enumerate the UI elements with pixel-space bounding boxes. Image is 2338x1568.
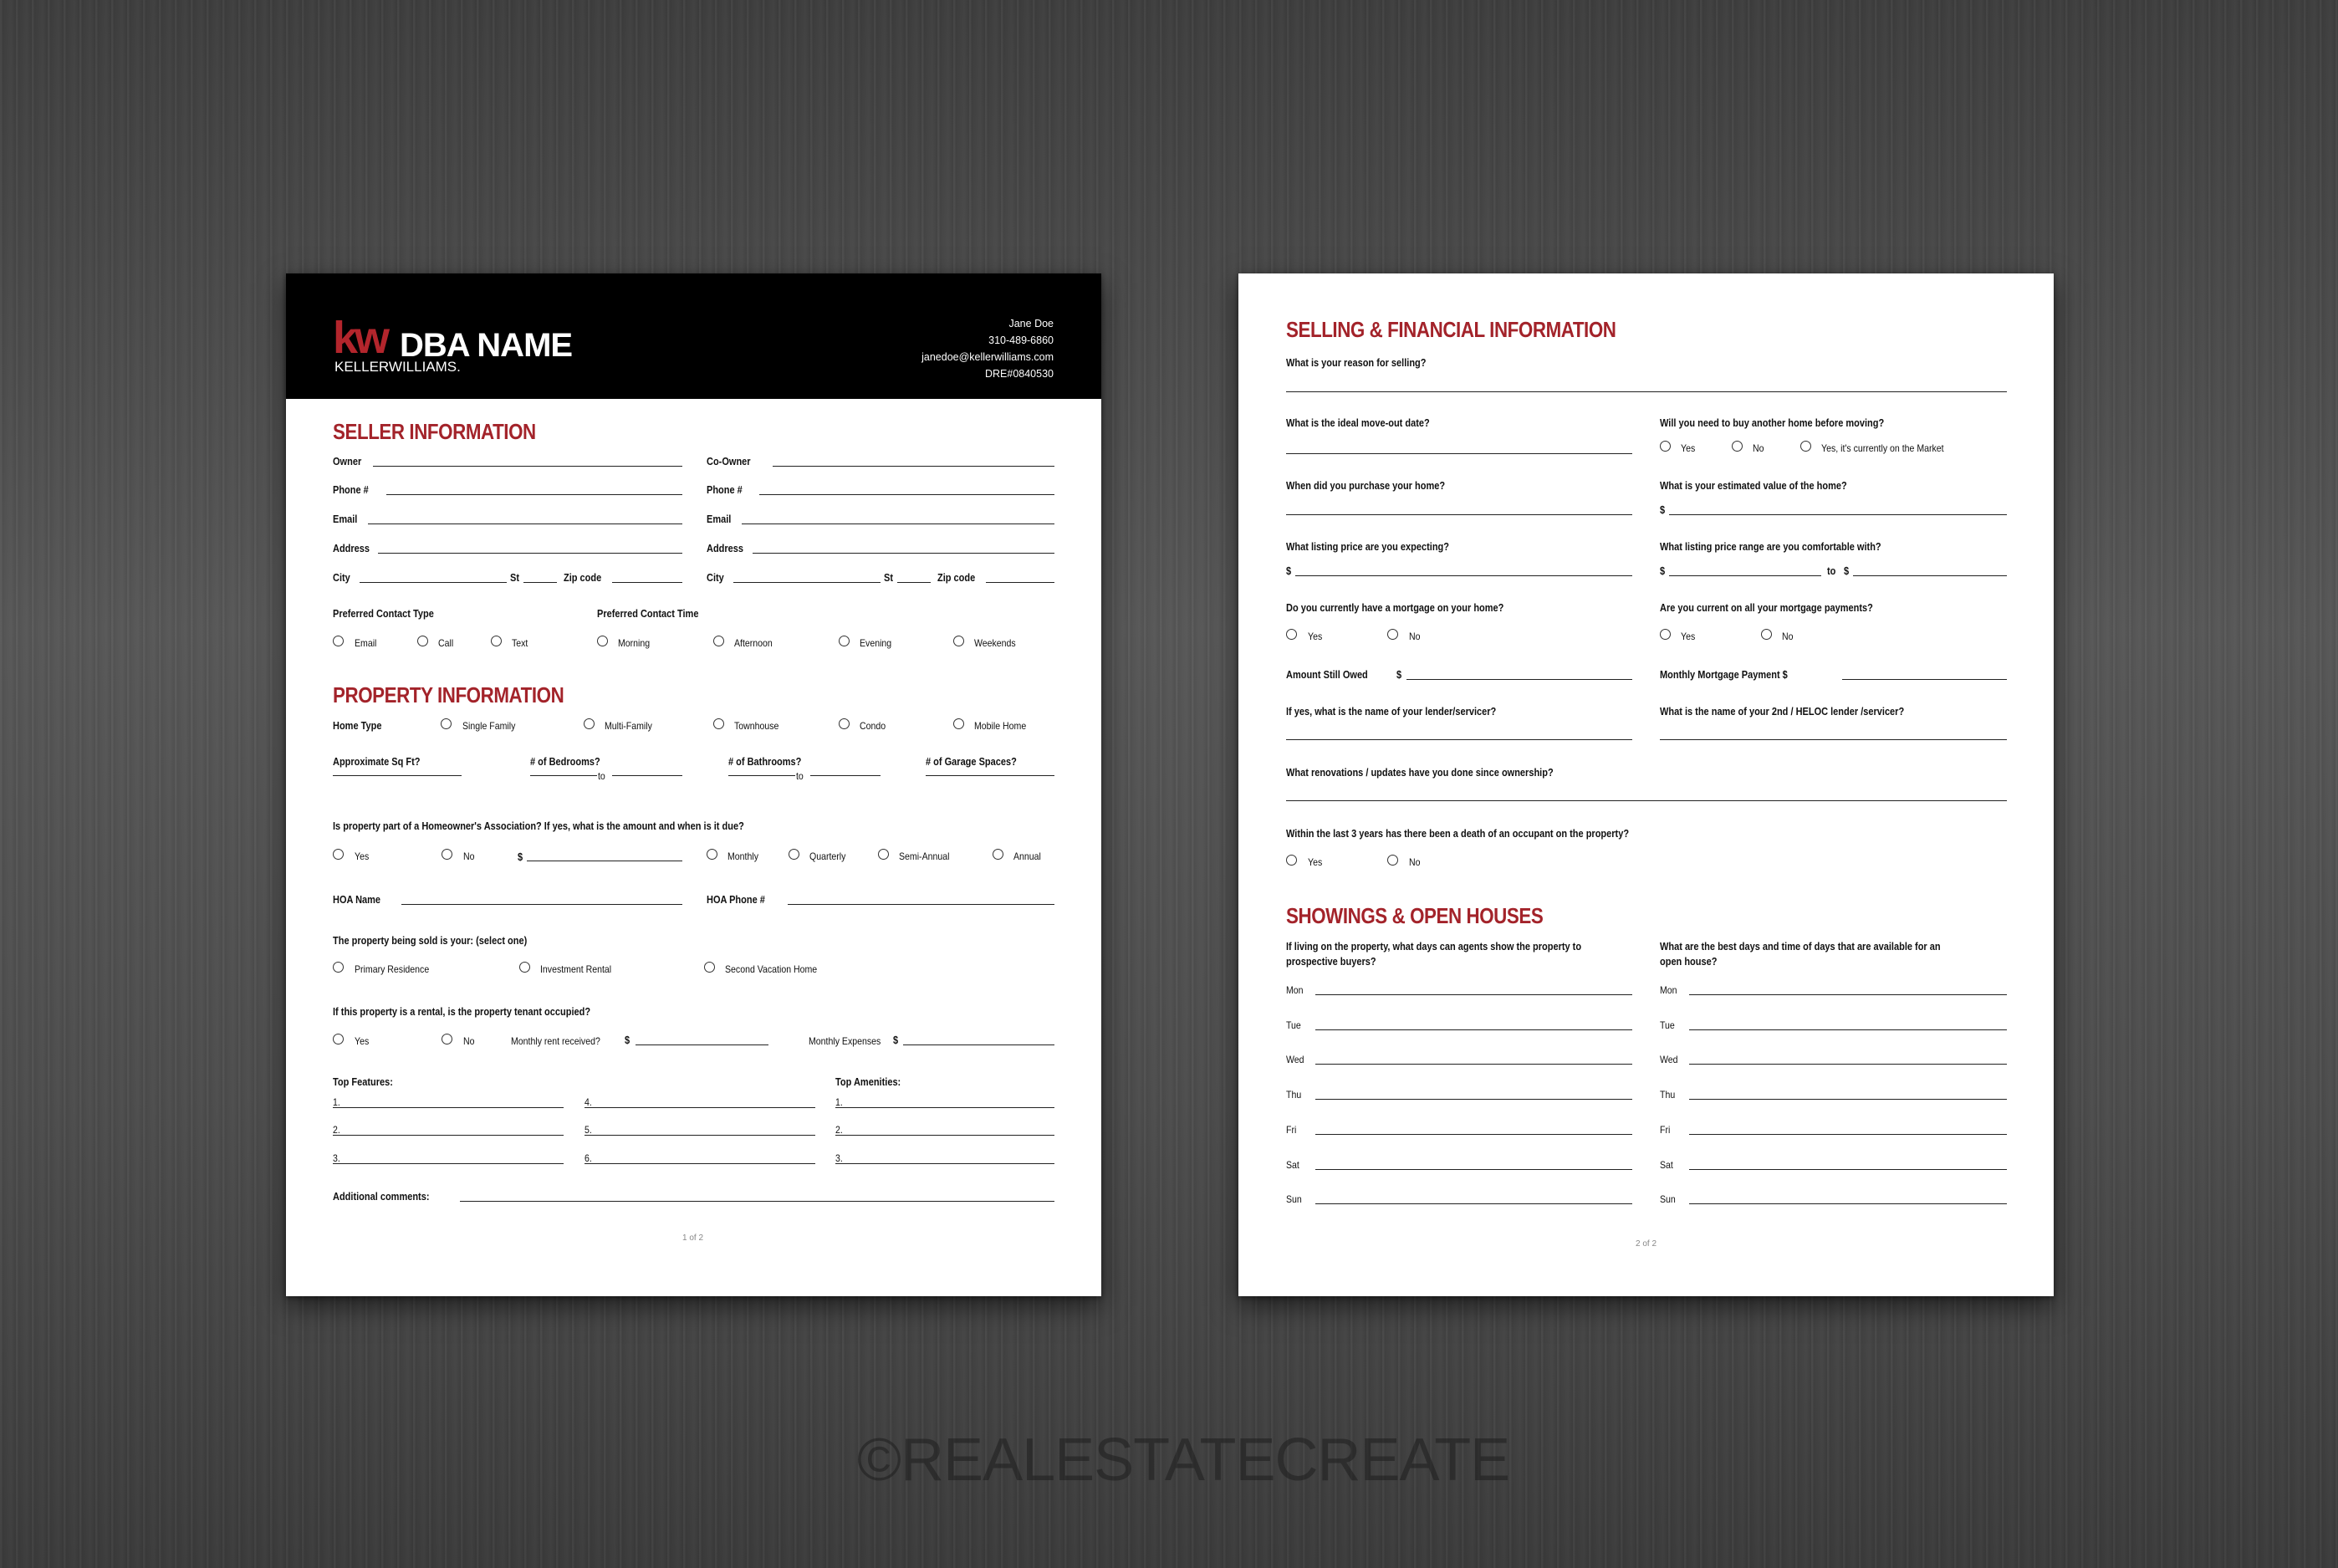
selling-info-title: SELLING & FINANCIAL INFORMATION	[1286, 317, 1616, 342]
opt-death-no: No	[1409, 856, 1421, 868]
showing-day-field[interactable]	[1315, 1203, 1632, 1204]
move-out-question: What is the ideal move-out date?	[1286, 417, 1430, 429]
monthly-payment-field[interactable]	[1842, 679, 2007, 680]
radio-death-no[interactable]	[1387, 855, 1398, 866]
openhouse-day-label: Fri	[1660, 1123, 1671, 1136]
showings-question-line1: If living on the property, what days can agents show the property to	[1286, 941, 1582, 953]
phone-field[interactable]	[386, 494, 682, 495]
openhouse-day-field[interactable]	[1689, 1029, 2007, 1030]
rental-question: If this property is a rental, is the property tenant occupied?	[333, 1006, 591, 1018]
renovations-question: What renovations / updates have you done since ownership?	[1286, 767, 1554, 779]
still-owed-dollar: $	[1396, 669, 1402, 681]
co-city-field[interactable]	[733, 582, 881, 583]
radio-buy-on-market[interactable]	[1800, 441, 1811, 452]
still-owed-field[interactable]	[1406, 679, 1632, 680]
showing-day-label: Sat	[1286, 1158, 1299, 1171]
showing-day-label: Thu	[1286, 1089, 1302, 1101]
opt-hoa-no: No	[463, 850, 475, 862]
lender-field[interactable]	[1286, 739, 1632, 740]
openhouse-day-label: Sun	[1660, 1193, 1676, 1206]
page-header	[286, 273, 1101, 399]
hoa-name-label: HOA Name	[333, 894, 381, 906]
brand-name: KELLERWILLIAMS.	[334, 359, 461, 375]
bathrooms-label: # of Bathrooms?	[728, 756, 802, 768]
co-owner-field[interactable]	[773, 466, 1054, 467]
feature-6-field[interactable]	[584, 1163, 815, 1164]
range-to-dollar: $	[1844, 565, 1850, 577]
seller-info-title: SELLER INFORMATION	[333, 419, 536, 444]
showing-day-field[interactable]	[1315, 994, 1632, 995]
estimated-value-field[interactable]	[1669, 514, 2007, 515]
address-field[interactable]	[378, 553, 682, 554]
openhouse-day-label: Sat	[1660, 1158, 1673, 1171]
radio-current-no[interactable]	[1761, 629, 1772, 640]
radio-mortgage-yes[interactable]	[1286, 629, 1297, 640]
radio-multi-family[interactable]	[584, 718, 595, 729]
radio-hoa-yes[interactable]	[333, 849, 344, 860]
purchase-when-question: When did you purchase your home?	[1286, 480, 1446, 492]
reason-question: What is your reason for selling?	[1286, 357, 1427, 369]
zip-label: Zip code	[564, 572, 602, 584]
top-amenities-label: Top Amenities:	[835, 1076, 901, 1088]
opt-afternoon: Afternoon	[734, 637, 773, 649]
opt-condo: Condo	[860, 720, 886, 732]
expenses-dollar: $	[893, 1034, 899, 1046]
hoa-name-field[interactable]	[401, 904, 682, 905]
opt-annual: Annual	[1013, 850, 1041, 862]
opt-evening: Evening	[860, 637, 892, 649]
opt-morning: Morning	[618, 637, 651, 649]
radio-call[interactable]	[417, 636, 428, 646]
co-st-field[interactable]	[897, 582, 931, 583]
purchase-when-field[interactable]	[1286, 514, 1632, 515]
monthly-expenses-field[interactable]	[903, 1044, 1054, 1045]
co-zip-label: Zip code	[937, 572, 976, 584]
opt-second-home: Second Vacation Home	[725, 963, 818, 975]
range-from-dollar: $	[1660, 565, 1666, 577]
showing-day-field[interactable]	[1315, 1099, 1632, 1100]
co-zip-field[interactable]	[986, 582, 1054, 583]
form-page-2	[1238, 273, 2054, 1296]
radio-email[interactable]	[333, 636, 344, 646]
opt-mortgage-no: No	[1409, 631, 1421, 642]
radio-townhouse[interactable]	[713, 718, 724, 729]
showing-day-label: Wed	[1286, 1054, 1304, 1066]
radio-monthly[interactable]	[707, 849, 717, 860]
opt-semi-annual: Semi-Annual	[899, 850, 950, 862]
top-features-label: Top Features:	[333, 1076, 393, 1088]
hoa-phone-label: HOA Phone #	[707, 894, 765, 906]
radio-quarterly[interactable]	[789, 849, 799, 860]
opt-mortgage-yes: Yes	[1308, 631, 1323, 642]
feature-6-num: 6.	[584, 1152, 592, 1164]
radio-rental-no[interactable]	[442, 1034, 452, 1044]
city-label: City	[333, 572, 350, 584]
radio-investment-rental[interactable]	[519, 962, 530, 973]
openhouse-day-field[interactable]	[1689, 1134, 2007, 1135]
st-label: St	[510, 572, 519, 584]
opt-current-no: No	[1782, 631, 1794, 642]
move-out-field[interactable]	[1286, 453, 1632, 454]
contact-type-label: Preferred Contact Type	[333, 608, 434, 620]
agent-email: janedoe@kellerwilliams.com	[921, 351, 1054, 363]
monthly-rent-label: Monthly rent received?	[511, 1035, 600, 1047]
lender-question: If yes, what is the name of your lender/servicer?	[1286, 706, 1497, 718]
phone-label: Phone #	[333, 484, 369, 496]
estimated-value-dollar: $	[1660, 504, 1666, 516]
opt-monthly: Monthly	[727, 850, 758, 862]
agent-name: Jane Doe	[1008, 318, 1054, 329]
monthly-payment-label: Monthly Mortgage Payment $	[1660, 669, 1788, 681]
amenity-1-num: 1.	[835, 1096, 843, 1108]
opt-mobile-home: Mobile Home	[974, 720, 1027, 732]
opt-death-yes: Yes	[1308, 856, 1323, 868]
opt-call: Call	[438, 637, 454, 649]
radio-morning[interactable]	[597, 636, 608, 646]
amenity-2-field[interactable]	[835, 1135, 1054, 1136]
openhouse-question-line1: What are the best days and time of days that are available for an	[1660, 941, 1941, 953]
co-address-field[interactable]	[753, 553, 1054, 554]
sqft-label: Approximate Sq Ft?	[333, 756, 421, 768]
radio-annual[interactable]	[993, 849, 1003, 860]
bathrooms-to-field[interactable]	[810, 775, 881, 776]
feature-4-field[interactable]	[584, 1107, 815, 1108]
hoa-phone-field[interactable]	[788, 904, 1054, 905]
openhouse-question-line2: open house?	[1660, 956, 1718, 968]
agent-contact	[921, 315, 1054, 382]
home-type-label: Home Type	[333, 720, 382, 732]
radio-mobile-home[interactable]	[953, 718, 964, 729]
openhouse-day-label: Mon	[1660, 984, 1677, 996]
radio-semi-annual[interactable]	[878, 849, 889, 860]
radio-condo[interactable]	[839, 718, 850, 729]
kw-logo	[333, 313, 584, 375]
opt-townhouse: Townhouse	[734, 720, 779, 732]
opt-rental-no: No	[463, 1035, 475, 1047]
feature-2-field[interactable]	[333, 1135, 564, 1136]
st-field[interactable]	[523, 582, 557, 583]
feature-2-num: 2.	[333, 1124, 340, 1136]
feature-5-field[interactable]	[584, 1135, 815, 1136]
co-owner-label: Co-Owner	[707, 456, 751, 467]
radio-text[interactable]	[491, 636, 502, 646]
radio-rental-yes[interactable]	[333, 1034, 344, 1044]
radio-single-family[interactable]	[441, 718, 452, 729]
owner-field[interactable]	[373, 466, 682, 467]
renovations-field[interactable]	[1286, 800, 2007, 801]
contact-time-label: Preferred Contact Time	[597, 608, 699, 620]
listing-price-dollar: $	[1286, 565, 1292, 577]
showing-day-label: Tue	[1286, 1019, 1301, 1031]
page-number: 2 of 2	[1636, 1239, 1657, 1249]
garage-field[interactable]	[926, 775, 1054, 776]
opt-weekends: Weekends	[974, 637, 1016, 649]
opt-email: Email	[355, 637, 377, 649]
hoa-dollar: $	[518, 851, 523, 863]
reason-field[interactable]	[1286, 391, 2007, 392]
radio-hoa-no[interactable]	[442, 849, 452, 860]
range-to-field[interactable]	[1853, 575, 2007, 576]
buy-another-question: Will you need to buy another home before moving?	[1660, 417, 1885, 429]
sold-question: The property being sold is your: (select one)	[333, 935, 528, 947]
radio-evening[interactable]	[839, 636, 850, 646]
still-owed-label: Amount Still Owed	[1286, 669, 1368, 681]
co-st-label: St	[884, 572, 893, 584]
heloc-question: What is the name of your 2nd / HELOC lender /servicer?	[1660, 706, 1905, 718]
property-info-title: PROPERTY INFORMATION	[333, 682, 564, 707]
agent-phone: 310-489-6860	[988, 335, 1054, 346]
amenity-1-field[interactable]	[835, 1107, 1054, 1108]
owner-label: Owner	[333, 456, 362, 467]
openhouse-day-field[interactable]	[1689, 1099, 2007, 1100]
showings-title: SHOWINGS & OPEN HOUSES	[1286, 903, 1544, 928]
opt-buy-yes: Yes	[1681, 442, 1696, 454]
opt-current-yes: Yes	[1681, 631, 1696, 642]
radio-second-home[interactable]	[704, 962, 715, 973]
showing-day-field[interactable]	[1315, 1029, 1632, 1030]
openhouse-day-label: Thu	[1660, 1089, 1676, 1101]
estimated-value-question: What is your estimated value of the home?	[1660, 480, 1847, 492]
bedrooms-to: to	[598, 770, 605, 782]
opt-multi-family: Multi-Family	[605, 720, 652, 732]
amenity-3-field[interactable]	[835, 1163, 1054, 1164]
showing-day-label: Fri	[1286, 1123, 1297, 1136]
city-field[interactable]	[360, 582, 507, 583]
radio-buy-no[interactable]	[1732, 441, 1743, 452]
opt-buy-on-market: Yes, it's currently on the Market	[1821, 442, 1944, 454]
bedrooms-from-field[interactable]	[530, 775, 597, 776]
rent-dollar: $	[625, 1034, 630, 1046]
bathrooms-to: to	[796, 770, 804, 782]
kw-mark: kw	[333, 313, 387, 363]
zip-field[interactable]	[612, 582, 682, 583]
radio-afternoon[interactable]	[713, 636, 724, 646]
range-to: to	[1827, 565, 1836, 577]
showings-question-line2: prospective buyers?	[1286, 956, 1376, 968]
mortgage-current-question: Are you current on all your mortgage payments?	[1660, 602, 1873, 614]
opt-text: Text	[512, 637, 528, 649]
garage-label: # of Garage Spaces?	[926, 756, 1017, 768]
opt-hoa-yes: Yes	[355, 850, 370, 862]
agent-dre: DRE#0840530	[984, 368, 1054, 380]
feature-5-num: 5.	[584, 1124, 592, 1136]
opt-rental-yes: Yes	[355, 1035, 370, 1047]
radio-mortgage-no[interactable]	[1387, 629, 1398, 640]
range-from-field[interactable]	[1669, 575, 1821, 576]
opt-single-family: Single Family	[462, 720, 516, 732]
feature-4-num: 4.	[584, 1096, 592, 1108]
listing-price-question: What listing price are you expecting?	[1286, 541, 1449, 553]
co-address-label: Address	[707, 543, 744, 554]
comments-label: Additional comments:	[333, 1191, 430, 1203]
openhouse-day-label: Tue	[1660, 1019, 1675, 1031]
opt-quarterly: Quarterly	[809, 850, 846, 862]
page-number: 1 of 2	[682, 1233, 704, 1243]
monthly-rent-field[interactable]	[636, 1044, 768, 1045]
bathrooms-from-field[interactable]	[728, 775, 795, 776]
sqft-field[interactable]	[333, 775, 462, 776]
co-phone-label: Phone #	[707, 484, 743, 496]
showing-day-field[interactable]	[1315, 1169, 1632, 1170]
openhouse-day-field[interactable]	[1689, 994, 2007, 995]
radio-weekends[interactable]	[953, 636, 964, 646]
comments-field[interactable]	[460, 1201, 1054, 1202]
bedrooms-label: # of Bedrooms?	[530, 756, 600, 768]
openhouse-day-field[interactable]	[1689, 1064, 2007, 1065]
death-question: Within the last 3 years has there been a death of an occupant on the property?	[1286, 828, 1630, 840]
listing-price-field[interactable]	[1295, 575, 1632, 576]
openhouse-day-field[interactable]	[1689, 1203, 2007, 1204]
amenity-2-num: 2.	[835, 1124, 843, 1136]
email-label: Email	[333, 513, 358, 525]
form-page-1	[286, 273, 1101, 1296]
heloc-field[interactable]	[1660, 739, 2007, 740]
radio-buy-yes[interactable]	[1660, 441, 1671, 452]
openhouse-day-label: Wed	[1660, 1054, 1678, 1066]
showing-day-label: Mon	[1286, 984, 1304, 996]
opt-investment-rental: Investment Rental	[540, 963, 612, 975]
feature-1-field[interactable]	[333, 1107, 564, 1108]
opt-primary-residence: Primary Residence	[355, 963, 430, 975]
dba-name: DBA NAME	[400, 327, 573, 364]
radio-current-yes[interactable]	[1660, 629, 1671, 640]
showing-day-field[interactable]	[1315, 1064, 1632, 1065]
openhouse-day-field[interactable]	[1689, 1169, 2007, 1170]
showing-day-field[interactable]	[1315, 1134, 1632, 1135]
feature-1-num: 1.	[333, 1096, 340, 1108]
hoa-question: Is property part of a Homeowner's Association? If yes, what is the amount and when is it due?	[333, 820, 744, 832]
radio-death-yes[interactable]	[1286, 855, 1297, 866]
amenity-3-num: 3.	[835, 1152, 843, 1164]
opt-buy-no: No	[1753, 442, 1764, 454]
monthly-expenses-label: Monthly Expenses	[809, 1035, 881, 1047]
watermark: ©REALESTATECREATE	[857, 1427, 1510, 1494]
feature-3-num: 3.	[333, 1152, 340, 1164]
showing-day-label: Sun	[1286, 1193, 1302, 1206]
mortgage-question: Do you currently have a mortgage on your home?	[1286, 602, 1504, 614]
co-phone-field[interactable]	[759, 494, 1054, 495]
price-range-question: What listing price range are you comfortable with?	[1660, 541, 1881, 553]
bedrooms-to-field[interactable]	[612, 775, 682, 776]
co-email-label: Email	[707, 513, 732, 525]
radio-primary-residence[interactable]	[333, 962, 344, 973]
co-city-label: City	[707, 572, 724, 584]
address-label: Address	[333, 543, 370, 554]
feature-3-field[interactable]	[333, 1163, 564, 1164]
